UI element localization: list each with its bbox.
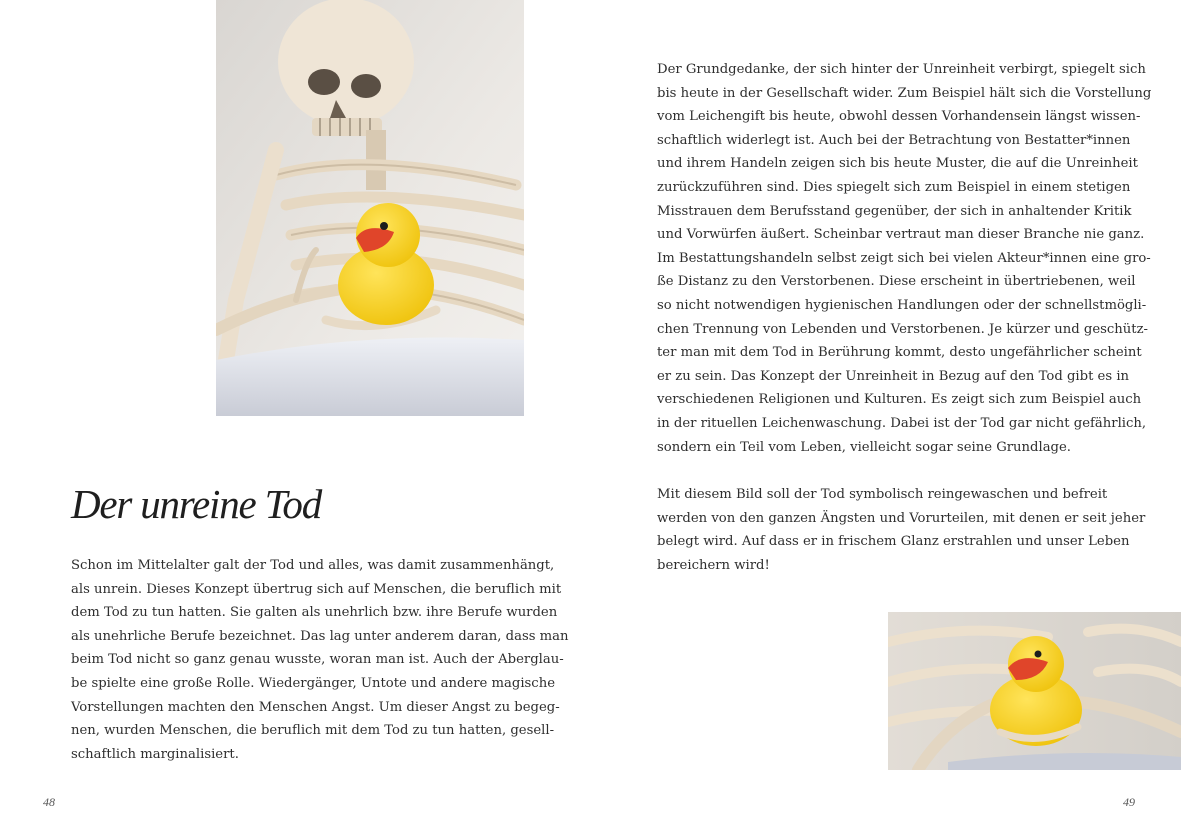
- page-number-right: 49: [1123, 795, 1135, 809]
- text-line: ter man mit dem Tod in Berührung kommt, desto ungefährlicher scheint: [657, 345, 1142, 361]
- text-line: schaftlich marginalisiert.: [71, 746, 239, 762]
- left-page: [0, 0, 590, 835]
- text-line: be spielte eine große Rolle. Wiedergänger, Untote und andere magische: [71, 675, 555, 691]
- text-line: als unrein. Dieses Konzept übertrug sich auf Menschen, die beruflich mit: [71, 581, 562, 597]
- text-line: dem Tod zu tun hatten. Sie galten als unehrlich bzw. ihre Berufe wurden: [71, 605, 558, 621]
- text-line: nen, wurden Menschen, die beruflich mit dem Tod zu tun hatten, gesell-: [71, 723, 555, 739]
- text-line: als unehrliche Berufe bezeichnet. Das lag unter anderem daran, dass man: [71, 628, 569, 644]
- text-line: so nicht notwendigen hygienischen Handlungen oder der schnellstmögli-: [657, 297, 1147, 313]
- text-line: vom Leichengift bis heute, obwohl dessen Vorhandensein längst wissen-: [657, 109, 1141, 125]
- text-line: und Vorwürfen äußert. Scheinbar vertraut man dieser Branche nie ganz.: [657, 227, 1145, 243]
- text-line: bereichern wird!: [657, 557, 770, 573]
- left-body-text: [71, 554, 569, 766]
- text-line: zurückzuführen sind. Dies spiegelt sich zum Beispiel in einem stetigen: [657, 179, 1131, 195]
- text-line: beim Tod nicht so ganz genau wusste, woran man ist. Auch der Aberglau-: [71, 652, 564, 668]
- text-line: chen Trennung von Lebenden und Verstorbenen. Je kürzer und geschütz-: [657, 321, 1148, 337]
- text-line: ße Distanz zu den Verstorbenen. Diese erscheint in übertriebenen, weil: [657, 274, 1136, 290]
- duck-closeup-photo: [888, 612, 1181, 770]
- text-line: belegt wird. Auf dass er in frischem Glanz erstrahlen und unser Leben: [657, 534, 1130, 550]
- text-line: Der Grundgedanke, der sich hinter der Unreinheit verbirgt, spiegelt sich: [657, 62, 1146, 77]
- text-line: Mit diesem Bild soll der Tod symbolisch reingewaschen und befreit: [657, 487, 1108, 502]
- page-number-left: 48: [43, 795, 55, 809]
- text-line: bis heute in der Gesellschaft wider. Zum Beispiel hält sich die Vorstellung: [657, 85, 1152, 101]
- text-line: werden von den ganzen Ängsten und Vorurteilen, mit denen er seit jeher: [657, 510, 1146, 526]
- right-page: [590, 0, 1181, 835]
- right-paragraph-2: [657, 483, 1146, 577]
- text-line: in der rituellen Leichenwaschung. Dabei ist der Tod gar nicht gefährlich,: [657, 415, 1147, 431]
- section-heading: Der unreine Tod: [71, 481, 322, 527]
- text-line: er zu sein. Das Konzept der Unreinheit in Bezug auf den Tod gibt es in: [657, 368, 1130, 384]
- text-line: Schon im Mittelalter galt der Tod und alles, was damit zusammenhängt,: [71, 558, 555, 573]
- text-line: schaftlich widerlegt ist. Auch bei der Betrachtung von Bestatter*innen: [657, 132, 1131, 148]
- text-line: Misstrauen dem Berufsstand gegenüber, der sich in anhaltender Kritik: [657, 203, 1132, 219]
- text-line: Vorstellungen machten den Menschen Angst. Um dieser Angst zu begeg-: [71, 699, 560, 715]
- text-line: und ihrem Handeln zeigen sich bis heute Muster, die auf die Unreinheit: [657, 156, 1138, 172]
- skeleton-duck-photo: [216, 0, 524, 416]
- right-paragraph-1: [657, 58, 1152, 459]
- text-line: sondern ein Teil vom Leben, vielleicht sogar seine Grundlage.: [657, 439, 1071, 455]
- text-line: verschiedenen Religionen und Kulturen. Es zeigt sich zum Beispiel auch: [657, 392, 1142, 408]
- text-line: Im Bestattungshandeln selbst zeigt sich bei vielen Akteur*innen eine gro-: [657, 250, 1151, 266]
